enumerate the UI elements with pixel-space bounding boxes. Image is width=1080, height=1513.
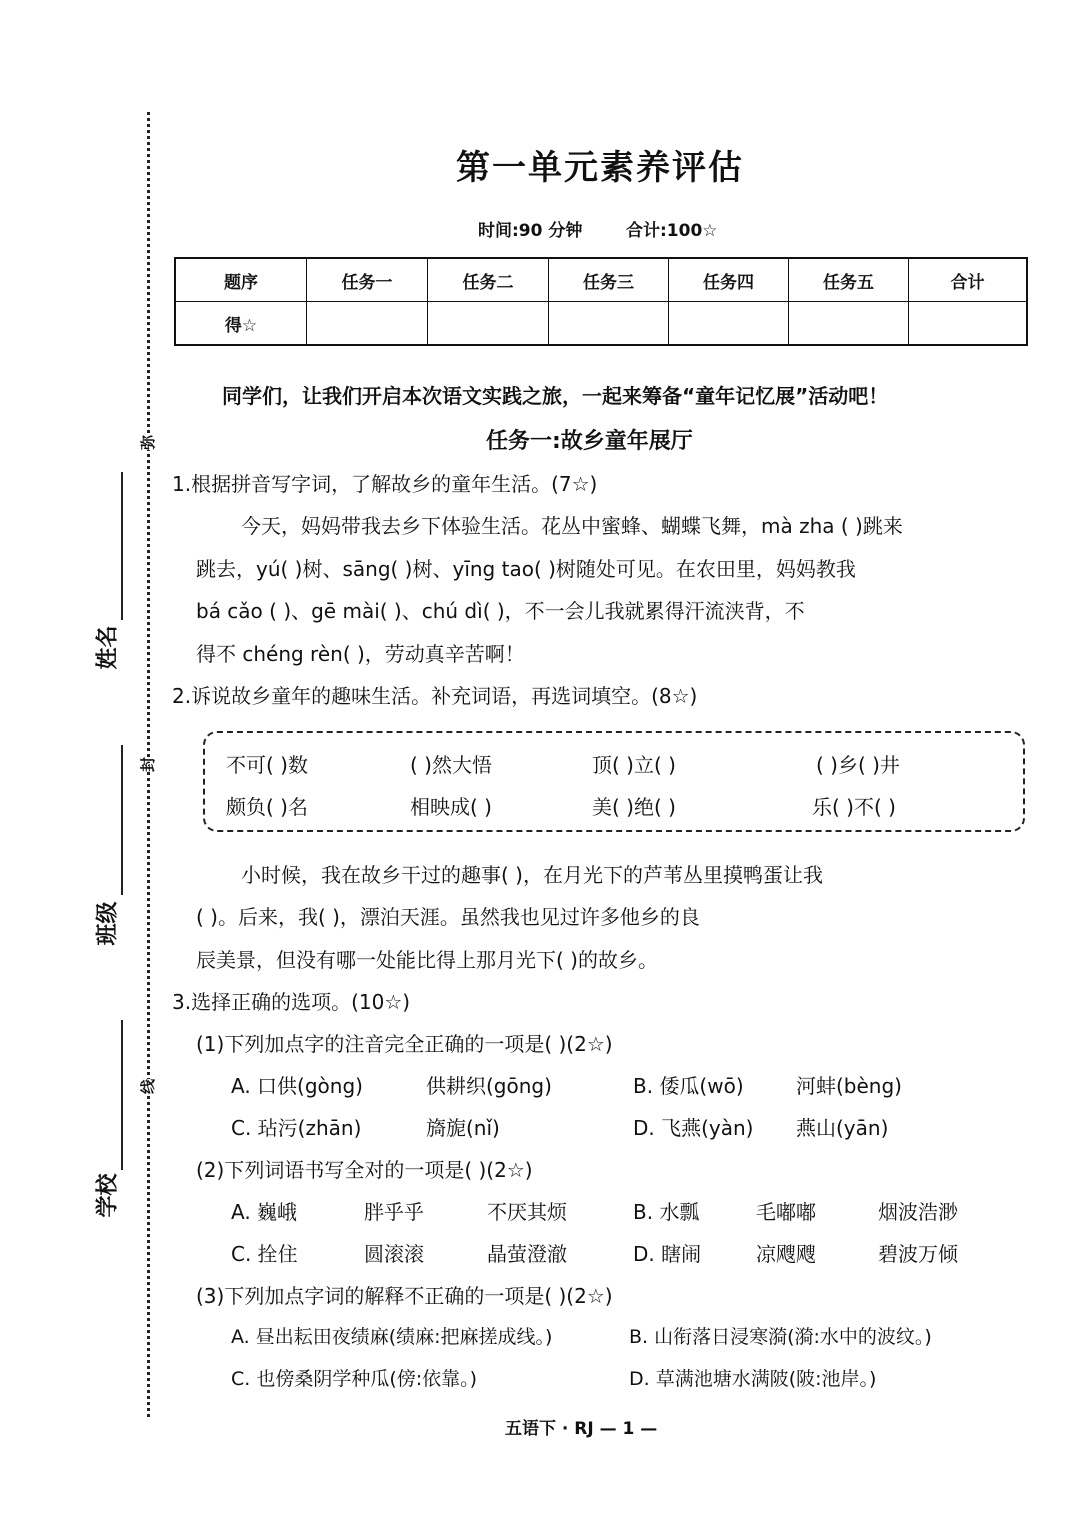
- table-header-cell: 任务三: [549, 258, 669, 302]
- seal-mark: 封: [139, 756, 158, 773]
- option[interactable]: D. 草满池塘水满陂(陂:池岸。): [629, 1368, 877, 1390]
- option: 凉飕飕: [756, 1242, 816, 1266]
- word-item: 相映成( ): [410, 795, 492, 819]
- word-item: 美( )绝( ): [592, 795, 676, 819]
- score-cell[interactable]: [549, 302, 669, 346]
- score-cell[interactable]: [428, 302, 549, 346]
- q2-line: 辰美景，但没有哪一处能比得上那月光下( )的故乡。: [196, 948, 658, 972]
- class-blank[interactable]: [121, 745, 123, 895]
- school-blank[interactable]: [121, 1020, 123, 1170]
- option[interactable]: C. 也傍桑阴学种瓜(傍:依靠。): [231, 1368, 478, 1390]
- score-cell[interactable]: [669, 302, 789, 346]
- q1-prompt: 1.根据拼音写字词，了解故乡的童年生活。(7☆): [172, 472, 598, 496]
- q1-line: 跳去，yú( )树、sāng( )树、yīng tao( )树随处可见。在农田里，妈妈教我: [196, 557, 856, 581]
- class-label: 班级: [95, 901, 121, 946]
- word-item: 不可( )数: [226, 753, 308, 777]
- option: 烟波浩渺: [878, 1200, 958, 1224]
- table-header-cell: 任务五: [789, 258, 909, 302]
- table-header-cell: 合计: [909, 258, 1028, 302]
- option: 燕山(yān): [796, 1116, 889, 1140]
- table-header-cell: 题序: [175, 258, 307, 302]
- score-table: [174, 257, 1028, 346]
- seal-mark: 弥: [139, 434, 158, 451]
- option[interactable]: D. 瞎闹: [633, 1242, 702, 1266]
- option: 毛嘟嘟: [756, 1200, 816, 1224]
- option: 晶萤澄澈: [487, 1242, 567, 1266]
- table-header-cell: 任务二: [428, 258, 549, 302]
- seal-mark: 线: [139, 1078, 158, 1095]
- option[interactable]: B. 水瓢: [633, 1200, 700, 1224]
- word-item: 乐( )不( ): [812, 795, 896, 819]
- name-label: 姓名: [95, 625, 121, 670]
- option: 河蚌(bèng): [796, 1074, 902, 1098]
- name-blank[interactable]: [121, 472, 123, 620]
- option: 圆滚滚: [364, 1242, 424, 1266]
- option[interactable]: A. 口供(gòng): [231, 1074, 363, 1098]
- score-cell[interactable]: [789, 302, 909, 346]
- q3-sub3: (3)下列加点字词的解释不正确的一项是( )(2☆): [196, 1284, 613, 1308]
- q1-line: bá cǎo ( )、gē mài( )、chú dì( )，不一会儿我就累得汗流浃背，不: [196, 599, 805, 623]
- school-label: 学校: [95, 1173, 121, 1218]
- score-cell[interactable]: [307, 302, 428, 346]
- task1-title: 任务一:故乡童年展厅: [486, 429, 693, 454]
- option[interactable]: C. 拴住: [231, 1242, 298, 1266]
- option: 碧波万倾: [878, 1242, 958, 1266]
- option[interactable]: A. 昼出耘田夜绩麻(绩麻:把麻搓成线。): [231, 1326, 553, 1348]
- q1-line: 得不 chéng rèn( )，劳动真辛苦啊！: [196, 642, 525, 666]
- option: 旖旎(nǐ): [426, 1116, 500, 1140]
- option[interactable]: B. 山衔落日浸寒漪(漪:水中的波纹。): [629, 1326, 932, 1348]
- option: 供耕织(gōng): [426, 1074, 552, 1098]
- q2-prompt: 2.诉说故乡童年的趣味生活。补充词语，再选词填空。(8☆): [172, 684, 698, 708]
- page-footer: 五语下 · RJ — 1 —: [505, 1419, 658, 1439]
- word-item: 顶( )立( ): [592, 753, 676, 777]
- total-info: 合计:100☆: [626, 221, 718, 241]
- q3-sub2: (2)下列词语书写全对的一项是( )(2☆): [196, 1158, 533, 1182]
- option[interactable]: D. 飞燕(yàn): [633, 1116, 754, 1140]
- word-item: 颇负( )名: [226, 795, 308, 819]
- word-item: ( )乡( )井: [816, 753, 900, 777]
- table-header-row: [175, 258, 1027, 302]
- option[interactable]: A. 巍峨: [231, 1200, 298, 1224]
- row-label: 得☆: [175, 302, 307, 346]
- q2-line: 小时候，我在故乡干过的趣事( )，在月光下的芦苇丛里摸鸭蛋让我: [241, 863, 823, 887]
- option[interactable]: C. 玷污(zhān): [231, 1116, 362, 1140]
- q1-line: 今天，妈妈带我去乡下体验生活。花丛中蜜蜂、蝴蝶飞舞，mà zha ( )跳来: [241, 514, 903, 538]
- option[interactable]: B. 倭瓜(wō): [633, 1074, 744, 1098]
- q3-prompt: 3.选择正确的选项。(10☆): [172, 990, 411, 1014]
- q2-line: ( )。后来，我( )，漂泊天涯。虽然我也见过许多他乡的良: [196, 905, 700, 929]
- table-row: [175, 302, 1027, 346]
- score-cell[interactable]: [909, 302, 1028, 346]
- intro-text: 同学们，让我们开启本次语文实践之旅，一起来筹备“童年记忆展”活动吧！: [222, 384, 889, 408]
- table-header-cell: 任务一: [307, 258, 428, 302]
- page-title: 第一单元素养评估: [456, 148, 744, 188]
- q3-sub1: (1)下列加点字的注音完全正确的一项是( )(2☆): [196, 1032, 613, 1056]
- table-header-cell: 任务四: [669, 258, 789, 302]
- word-item: ( )然大悟: [410, 753, 492, 777]
- option: 胖乎乎: [364, 1200, 424, 1224]
- time-info: 时间:90 分钟: [478, 221, 583, 241]
- option: 不厌其烦: [487, 1200, 567, 1224]
